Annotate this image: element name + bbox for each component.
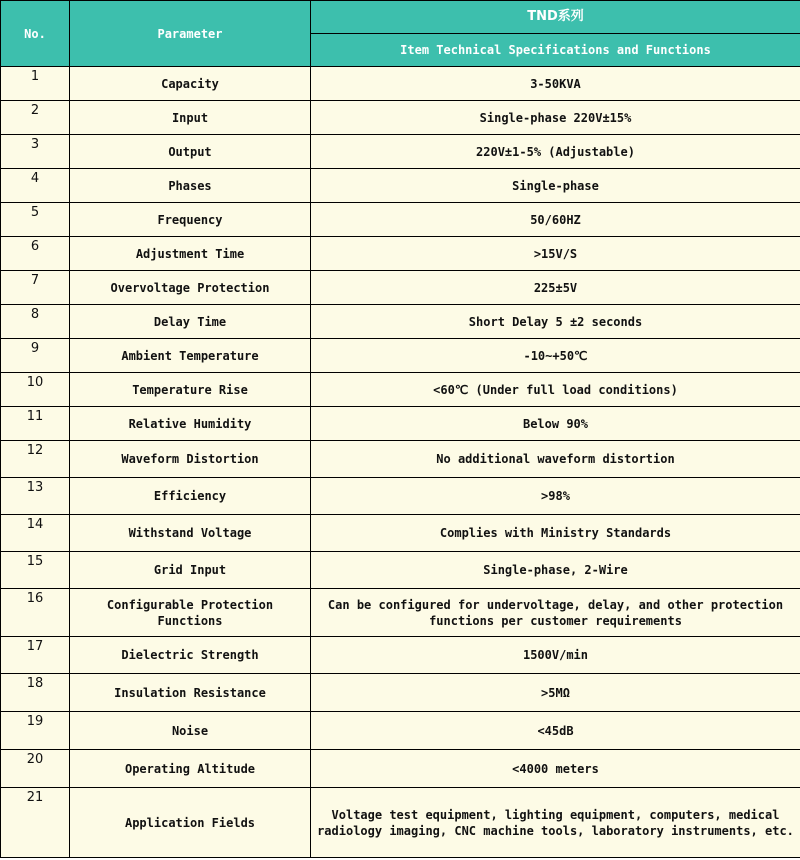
row-number: 15 [1,552,70,589]
parameter-value: Single-phase, 2-Wire [311,552,800,589]
table-row [1,441,800,478]
row-number: 6 [1,237,70,271]
table-row [1,788,800,858]
parameter-name: Overvoltage Protection [70,271,311,305]
table-row [1,750,800,788]
table-row [1,339,800,373]
parameter-name: Temperature Rise [70,373,311,407]
parameter-value: 220V±1-5% (Adjustable) [311,135,800,169]
parameter-value: No additional waveform distortion [311,441,800,478]
parameter-value: <45dB [311,712,800,750]
row-number: 20 [1,750,70,788]
parameter-value: 225±5V [311,271,800,305]
parameter-name: Waveform Distortion [70,441,311,478]
header-no: No. [1,1,70,67]
table-row [1,67,800,101]
table-row [1,712,800,750]
table-row [1,237,800,271]
table-row [1,478,800,515]
parameter-name: Insulation Resistance [70,674,311,712]
parameter-name: Withstand Voltage [70,515,311,552]
parameter-name: Capacity [70,67,311,101]
table-row [1,674,800,712]
parameter-name: Efficiency [70,478,311,515]
header-parameter: Parameter [70,1,311,67]
parameter-value: 1500V/min [311,637,800,674]
row-number: 19 [1,712,70,750]
parameter-value: Short Delay 5 ±2 seconds [311,305,800,339]
row-number: 13 [1,478,70,515]
table-row [1,135,800,169]
table-body [1,67,800,858]
parameter-value: Single-phase 220V±15% [311,101,800,135]
parameter-name: Grid Input [70,552,311,589]
table-row [1,552,800,589]
parameter-value: Can be configured for undervoltage, delay, and other protection functions per customer requirements [311,589,800,637]
parameter-name: Application Fields [70,788,311,858]
parameter-value: <60℃ (Under full load conditions) [311,373,800,407]
row-number: 11 [1,407,70,441]
row-number: 21 [1,788,70,858]
row-number: 10 [1,373,70,407]
parameter-value: >98% [311,478,800,515]
parameter-name: Noise [70,712,311,750]
row-number: 5 [1,203,70,237]
row-number: 12 [1,441,70,478]
table-row [1,203,800,237]
parameter-value: 50/60HZ [311,203,800,237]
row-number: 16 [1,589,70,637]
table-row [1,305,800,339]
parameter-name: Output [70,135,311,169]
row-number: 2 [1,101,70,135]
row-number: 8 [1,305,70,339]
parameter-value: <4000 meters [311,750,800,788]
parameter-value: 3-50KVA [311,67,800,101]
row-number: 3 [1,135,70,169]
parameter-name: Configurable Protection Functions [70,589,311,637]
row-number: 18 [1,674,70,712]
parameter-name: Dielectric Strength [70,637,311,674]
table-row [1,589,800,637]
parameter-value: Single-phase [311,169,800,203]
parameter-value: >5MΩ [311,674,800,712]
table-row [1,169,800,203]
parameter-name: Relative Humidity [70,407,311,441]
row-number: 14 [1,515,70,552]
parameter-value: Complies with Ministry Standards [311,515,800,552]
parameter-name: Operating Altitude [70,750,311,788]
row-number: 4 [1,169,70,203]
parameter-name: Frequency [70,203,311,237]
header-series: TND系列 [311,1,800,34]
header-specifications: Item Technical Specifications and Functions [311,34,800,67]
row-number: 7 [1,271,70,305]
parameter-value: Voltage test equipment, lighting equipment, computers, medical radiology imaging, CNC machine tools, laboratory instruments, etc. [311,788,800,858]
table-row [1,515,800,552]
table-row [1,101,800,135]
parameter-name: Adjustment Time [70,237,311,271]
parameter-value: -10~+50℃ [311,339,800,373]
parameter-name: Phases [70,169,311,203]
table-row [1,271,800,305]
parameter-name: Input [70,101,311,135]
row-number: 9 [1,339,70,373]
parameter-name: Delay Time [70,305,311,339]
table-row [1,637,800,674]
table-row [1,407,800,441]
parameter-value: Below 90% [311,407,800,441]
parameter-value: >15V/S [311,237,800,271]
parameter-name: Ambient Temperature [70,339,311,373]
row-number: 1 [1,67,70,101]
table-row [1,373,800,407]
row-number: 17 [1,637,70,674]
